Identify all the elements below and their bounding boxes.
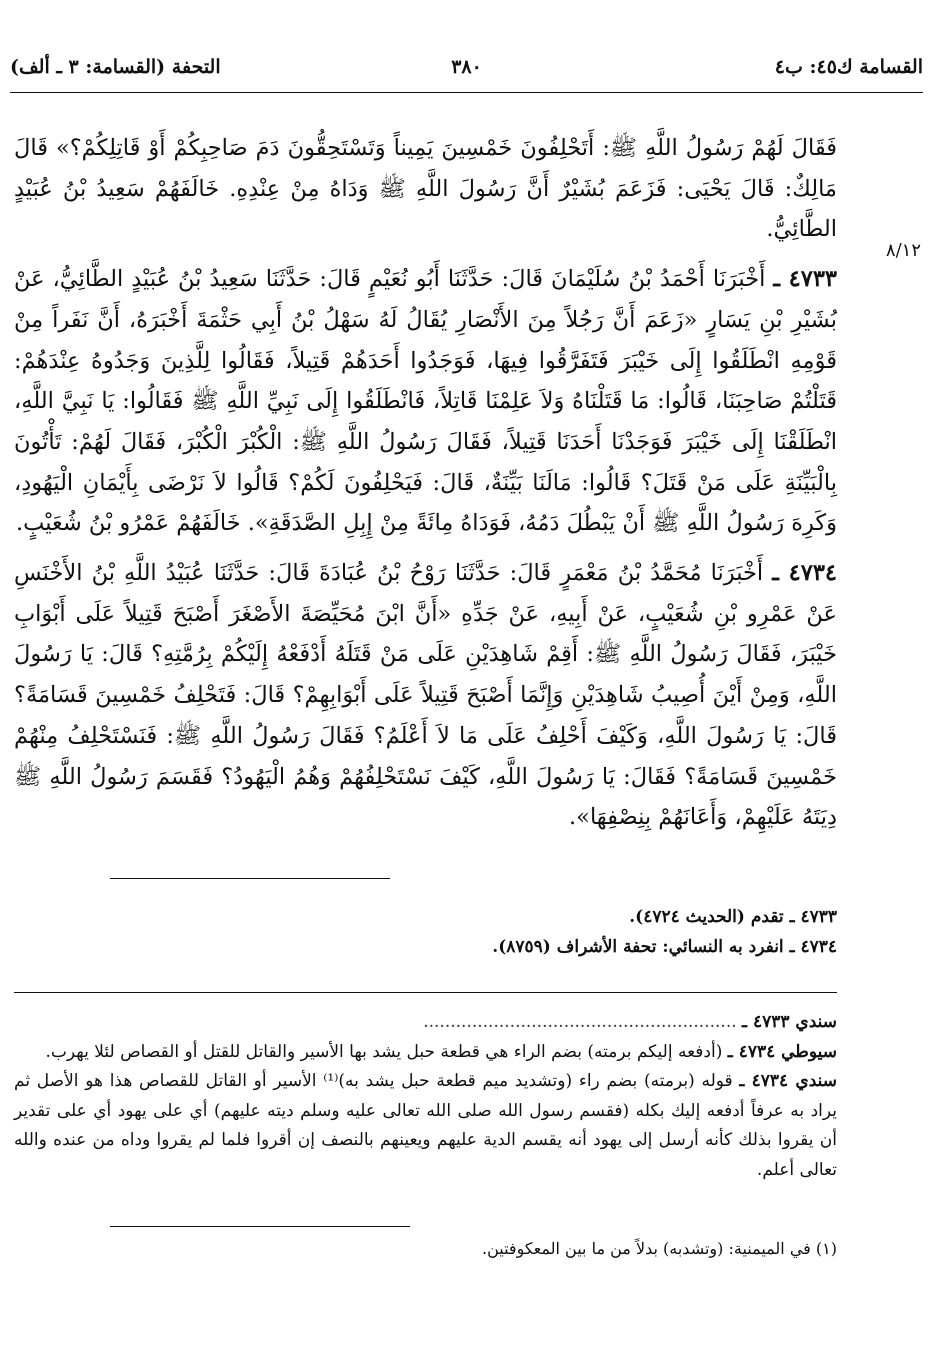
commentary-label: سندي ٤٧٣٤ ـ: [739, 1071, 838, 1091]
footnote-divider: [110, 1226, 410, 1227]
header-chapter-ref: القسامة ك٤٥: ب٤: [774, 56, 923, 78]
hadith-paragraph: [14, 128, 837, 250]
paragraph-text: أَخْبَرَنَا أَحْمَدُ بْنُ سُلَيْمَانَ قَالَ: حَدَّثَنَا أَبُو نُعَيْمٍ قَالَ: حَدَّثَنَا سَعِيدُ بْنُ عُبَيْدٍ الطَّائِيُّ، عَنْ بُشَيْرِ بْنِ يَسَارٍ «زَعَمَ أَنَّ رَجُلاً مِنَ الأَنْصَارِ يُقَالُ لَهُ سَهْلُ بْنُ أَبِي حَثْمَةَ أَخْبَرَهُ، أَنَّ نَفَراً مِنْ قَوْمِهِ انْطَلَقُوا إِلَى خَيْبَرَ فَتَفَرَّقُوا فِيهَا، فَوَجَدُوا أَحَدَهُمْ قَتِيلاً، فَقَالُوا لِلَّذِينَ وَجَدُوهُ عِنْدَهُمْ: قَتَلْتُمْ صَاحِبَنَا، قَالُوا: مَا قَتَلْنَاهُ وَلاَ عَلِمْنَا قَاتِلاً، فَانْطَلَقُوا إِلَى نَبِيِّ اللَّهِ ﷺ فَقَالُوا: يَا نَبِيَّ اللَّهِ، انْطَلَقْنَا إِلَى خَيْبَرَ فَوَجَدْنَا أَحَدَنَا قَتِيلاً، فَقَالَ رَسُولُ اللَّهِ ﷺ: الْكُبْرَ الْكُبْرَ، فَقَالَ لَهُمْ: تَأْتُونَ بِالْبَيِّنَةِ عَلَى مَنْ قَتَلَ؟ قَالُوا: مَالَنَا بَيِّنَةٌ، قَالَ: فَيَحْلِفُونَ لَكُمْ؟ قَالُوا لاَ نَرْضَى بِأَيْمَانِ الْيَهُودِ، وَكَرِهَ رَسُولُ اللَّهِ ﷺ أَنْ يَبْطُلَ دَمُهُ، فَوَدَاهُ مِائَةً مِنْ إِبِلِ الصَّدَقَةِ». خَالَفَهُمْ عَمْرُو بْنُ شُعَيْبٍ.: [14, 266, 837, 537]
takhrij-line: ٤٧٣٤ ـ انفرد به النسائي: تحفة الأشراف (٨٧٥٩).: [492, 937, 837, 957]
paragraph-text: فَقَالَ لَهُمْ رَسُولُ اللَّهِ ﷺ: أَتَحْلِفُونَ خَمْسِينَ يَمِيناً وَتَسْتَحِقُّونَ دَمَ صَاحِبِكُمْ أَوْ قَاتِلِكُمْ؟» قَالَ مَالِكٌ: قَالَ يَحْيَى: فَزَعَمَ بُشَيْرٌ أَنَّ رَسُولَ اللَّهِ ﷺ وَدَاهُ مِنْ عِنْدِهِ. خَالَفَهُمْ سَعِيدُ بْنُ عُبَيْدٍ الطَّائِيُّ.: [14, 135, 837, 243]
hadith-paragraph: [14, 553, 837, 838]
margin-reference: ٨/١٢: [885, 240, 921, 261]
commentary-text: (أدفعه إليكم برمته) بضم الراء هي قطعة حبل يشد بها الأسير والقاتل للقتل أو القصاص لئلا يهرب.: [45, 1041, 723, 1062]
dot-leader: ..........................................................: [423, 1012, 737, 1032]
page-number: ٣٨٠: [451, 56, 482, 78]
header-tuhfa-ref: التحفة (القسامة: ٣ ـ ألف): [10, 56, 221, 78]
footnote: (١) في الميمنية: (وتشدبه) بدلاً من ما بين المعكوفتين.: [482, 1239, 837, 1258]
commentary-divider: [14, 992, 837, 993]
takhrij-divider: [110, 878, 390, 879]
takhrij-line: ٤٧٣٣ ـ تقدم (الحديث ٤٧٢٤).: [629, 907, 837, 927]
takhrij-notes: [14, 902, 837, 962]
page-header: [10, 56, 923, 86]
commentary-section: [14, 1008, 837, 1185]
hadith-paragraph: [14, 259, 837, 544]
commentary-text: قوله (برمته) بضم راء (وتشديد ميم قطعة حبل يشد به)⁽¹⁾ الأسير أو القاتل للقصاص هذا هو الأصل ثم يراد به عرفاً أدفعه إليك بكله (فقسم رسول الله صلى الله تعالى عليه وسلم ديته عليهم) أي على يهود أي على تقدير أن يقروا بذلك كأنه أرسل إلى يهود أنه يقسم الدية عليهم ويعينهم بالنصف إن أقروا فلما لم يقروا وداه من عنده والله تعالى أعلم.: [14, 1071, 837, 1180]
hadith-number: ٤٧٣٣ ـ: [773, 266, 837, 293]
commentary-line: [14, 1067, 837, 1185]
commentary-label: سندي ٤٧٣٣ ـ: [742, 1012, 837, 1032]
commentary-label: سيوطي ٤٧٣٤ ـ: [727, 1041, 837, 1062]
commentary-line: [14, 1038, 837, 1068]
commentary-line: [14, 1008, 837, 1038]
hadith-number: ٤٧٣٤ ـ: [772, 560, 837, 587]
paragraph-text: أَخْبَرَنَا مُحَمَّدُ بْنُ مَعْمَرٍ قَالَ: حَدَّثَنَا رَوْحُ بْنُ عُبَادَةَ قَالَ: حَدَّثَنَا عُبَيْدُ اللَّهِ بْنُ الأَخْنَسِ عَنْ عَمْرِو بْنِ شُعَيْبٍ، عَنْ أَبِيهِ، عَنْ جَدِّهِ «أَنَّ ابْنَ مُحَيِّصَةَ الأَصْغَرَ أَصْبَحَ قَتِيلاً عَلَى أَبْوَابِ خَيْبَرَ، فَقَالَ رَسُولُ اللَّهِ ﷺ: أَقِمْ شَاهِدَيْنِ عَلَى مَنْ قَتَلَهُ أَدْفَعْهُ إِلَيْكُمْ بِرُمَّتِهِ؟ قَالَ: يَا رَسُولَ اللَّهِ، وَمِنْ أَيْنَ أُصِيبُ شَاهِدَيْنِ وَإِنَّمَا أَصْبَحَ قَتِيلاً عَلَى أَبْوَابِهِمْ؟ قَالَ: فَتَحْلِفُ خَمْسِينَ قَسَامَةً؟ قَالَ: يَا رَسُولَ اللَّهِ، وَكَيْفَ أَحْلِفُ عَلَى مَا لاَ أَعْلَمُ؟ فَقَالَ رَسُولُ اللَّهِ ﷺ: فَنَسْتَحْلِفُ مِنْهُمْ خَمْسِينَ قَسَامَةً؟ فَقَالَ: يَا رَسُولَ اللَّهِ، كَيْفَ نَسْتَحْلِفُهُمْ وَهُمُ الْيَهُودُ؟ فَقَسَمَ رَسُولُ اللَّهِ ﷺ دِيَتَهُ عَلَيْهِمْ، وَأَعَانَهُمْ بِنِصْفِهَا».: [14, 560, 837, 831]
header-divider: [10, 92, 923, 93]
hadith-text: [14, 128, 837, 838]
